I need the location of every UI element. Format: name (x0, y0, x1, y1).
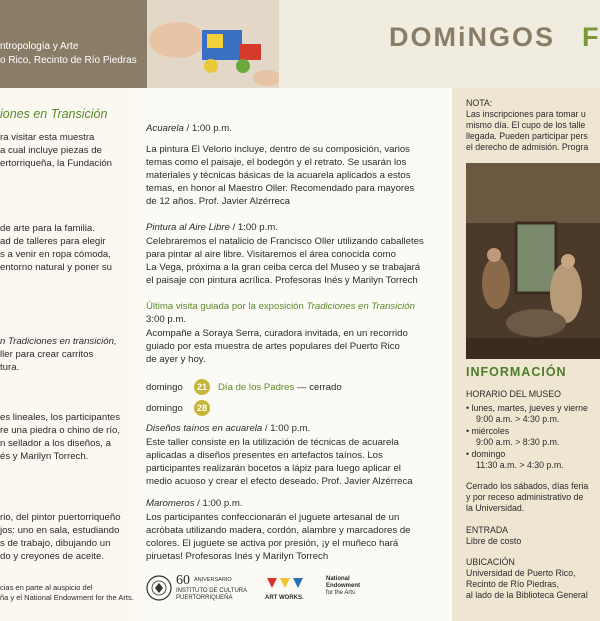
nea-logo (326, 576, 374, 606)
nota-label: NOTA: (466, 98, 493, 108)
entrada-value: Libre de costo (466, 536, 522, 546)
horario-time-2: 9:00 a.m. > 8:30 p.m. (476, 437, 560, 447)
ubicacion-l3: al lado de la Biblioteca General (466, 590, 588, 600)
art-works-text: ART WORKS. (265, 595, 304, 601)
pintura-body-l3: La Vega, próxima a la gran ceiba cerca del Museo y se trabajará (146, 262, 421, 273)
disenos-body-l3: participantes realizarán bocetos a lápiz para luego aplicar el (146, 463, 401, 474)
entrada-label: ENTRADA (466, 525, 509, 535)
left-p5-l4: do y creyones de aceite. (0, 551, 104, 562)
pintura-body-l4: el paisaje con pintura acrílica. Profesoras Inés y Marilyn Torrech (146, 275, 418, 286)
ubicacion-l1: Universidad de Puerto Rico, (466, 568, 576, 578)
cerrado-l2: y por receso administrativo de (466, 492, 584, 502)
nota-body-l1: Las inscripciones para tomar u (466, 109, 586, 119)
horario-days-2: • miércoles (466, 426, 510, 436)
marom-body-l4: piruetas! Profesoras Inés y Marilyn Torrech (146, 551, 329, 562)
header-org-text (0, 40, 147, 68)
left-footer-l2: ña y el National Endowment for the Arts. (0, 593, 134, 602)
el-velorio-painting-icon (466, 163, 600, 359)
nea-line1: National (326, 576, 350, 582)
left-p2-l3: s a venir en ropa cómoda, (0, 249, 111, 260)
header-photo (147, 0, 279, 88)
university-seal-icon (146, 575, 172, 601)
art-works-logo (265, 576, 313, 604)
header-title: DOMiNGOS (389, 22, 556, 52)
left-p3-l1: n Tradiciones en transición, (0, 336, 117, 347)
header-org-line2: o Rico, Recinto de Río Piedras (0, 55, 137, 66)
padres-line: Día de los Padres — cerrado (218, 382, 342, 393)
painting-image (466, 163, 600, 359)
ubicacion-label: UBICACIÓN (466, 557, 515, 567)
toy-car-photo-icon (147, 0, 279, 88)
left-p5-l2: jos: uno en sala, estudiando (0, 525, 120, 536)
left-p5-l1: rio, del pintor puertorriqueño (0, 512, 121, 523)
disenos-body-l2: aplicadas a diseños presentes en artefactos taínos. Los (146, 450, 383, 461)
info-title: INFORMACIÓN (466, 365, 567, 379)
nea-line2: Endowment (326, 583, 360, 589)
header-org-line1: ntropología y Arte (0, 41, 79, 52)
domingo-28-label: domingo (146, 403, 183, 414)
acuarela-heading: Acuarela / 1:00 p.m. (146, 123, 232, 134)
left-p1-l3: ertorriqueña, la Fundación (0, 158, 112, 169)
marom-heading: Maromeros / 1:00 p.m. (146, 498, 243, 509)
disenos-body-l4: medio acuoso y crear el efecto deseado. Prof. Javier Alzérreca (146, 476, 413, 487)
left-p4-l3: n sellador a los diseños, a (0, 438, 111, 449)
horario-days-3: • domingo (466, 449, 506, 459)
horario-time-3: 11:30 a.m. > 4:30 p.m. (476, 460, 564, 470)
ultima-body-l2: guiado por esta muestra de artes populares del Puerto Rico (146, 341, 400, 352)
nota-body-l3: llegada. Pueden participar pers (466, 131, 588, 141)
day-21-badge: 21 (194, 379, 210, 395)
left-p5-l3: s de trabajo, dibujando un (0, 538, 111, 549)
left-p3-l2: ller para crear carritos (0, 349, 94, 360)
acuarela-body-l4: temas, en honor al Maestro Oller. Recomendado para mayores (146, 183, 415, 194)
left-p2-l2: ad de talleres para elegir (0, 236, 106, 247)
left-p3-l3: tura. (0, 362, 20, 373)
left-p4-l2: re una piedra o chino de río, (0, 425, 121, 436)
disenos-body-l1: Este taller consiste en la utilización de técnicas de acuarela (146, 437, 399, 448)
acuarela-body-l2: temas como el paisaje, el bodegón y el retrato. Se usarán los (146, 157, 407, 168)
left-footer-l1: cias en parte al auspicio del (0, 583, 93, 592)
left-heading: iones en Transición (0, 107, 108, 121)
ultima-heading: Última visita guiada por la exposición Tradiciones en Transición (146, 301, 415, 312)
nota-body-l2: mismo día. El cupo de los talle (466, 120, 586, 130)
left-p1-l1: ra visitar esta muestra (0, 132, 95, 143)
marom-body-l3: colores. El juguete se activa por presión, ¡y el muñeco hará (146, 538, 399, 549)
day-28-badge: 28 (194, 400, 210, 416)
acuarela-body-l5: de 12 años. Prof. Javier Alzérreca (146, 196, 290, 207)
ubicacion-l2: Recinto de Río Piedras, (466, 579, 559, 589)
icp-line3: PUERTORRIQUEÑA (176, 595, 233, 601)
left-p4-l4: és y Marilyn Torrech. (0, 451, 89, 462)
ultima-body-l3: de ayer y hoy. (146, 354, 206, 365)
horario-time-1: 9:00 a.m. > 4:30 p.m. (476, 414, 560, 424)
disenos-heading: Diseños taínos en acuarela / 1:00 p.m. (146, 423, 311, 434)
icp-number: 60 (176, 573, 190, 588)
left-p2-l4: entorno natural y poner su (0, 262, 113, 273)
horario-days-1: • lunes, martes, jueves y vierne (466, 403, 588, 413)
ultima-time: 3:00 p.m. (146, 314, 186, 325)
acuarela-body-l1: La pintura El Velorio incluye, dentro de su composición, varios (146, 144, 410, 155)
horario-label: HORARIO DEL MUSEO (466, 389, 561, 399)
nota-body-l4: el derecho de admisión. Progra (466, 142, 589, 152)
icp-logo (176, 575, 254, 605)
cerrado-l3: la Universidad. (466, 503, 525, 513)
marom-body-l2: acróbata utilizando madera, cordón, alambre y marcadores de (146, 525, 411, 536)
domingo-21-label: domingo (146, 382, 183, 393)
header-title-cut: F (582, 22, 599, 52)
ultima-body-l1: Acompañe a Soraya Serra, curadora invitada, en un recorrido (146, 328, 408, 339)
pintura-body-l1: Celebraremos el natalicio de Francisco Oller utilizando caballetes (146, 236, 424, 247)
nea-line3: for the Arts (326, 590, 356, 596)
pintura-heading: Pintura al Aire Libre / 1:00 p.m. (146, 222, 278, 233)
pintura-body-l2: para pintar al aire libre. Visitaremos el área conocida como (146, 249, 396, 260)
left-p2-l1: de arte para la familia. (0, 223, 95, 234)
left-p1-l2: a cual incluye piezas de (0, 145, 102, 156)
acuarela-body-l3: materiales y técnicas básicas de la acuarela aplicados a estos (146, 170, 411, 181)
marom-body-l1: Los participantes confeccionarán el juguete artesanal de un (146, 512, 400, 523)
icp-line1: ANIVERSARIO (194, 577, 232, 583)
cerrado-l1: Cerrado los sábados, días feria (466, 481, 589, 491)
icp-line2: INSTITUTO DE CULTURA (176, 588, 248, 594)
art-works-triangles-icon (265, 576, 313, 590)
left-p4-l1: es lineales, los participantes (0, 412, 120, 423)
